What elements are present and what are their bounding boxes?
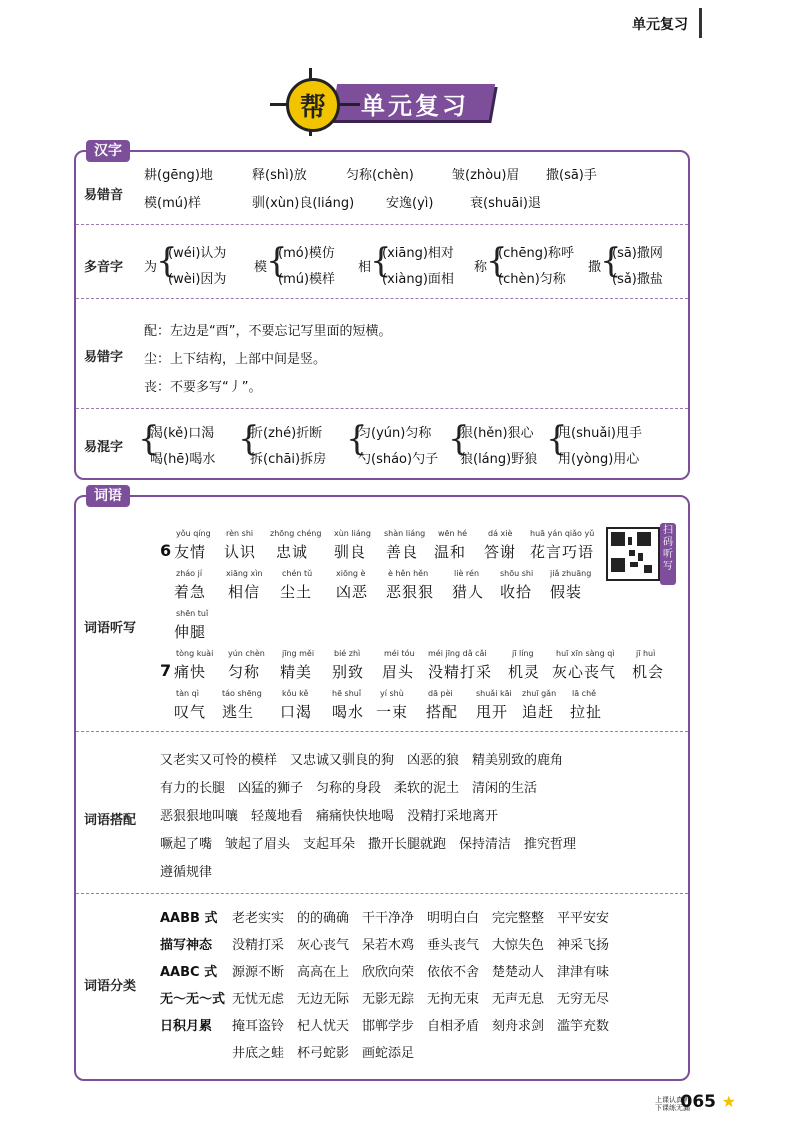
pinyin: tòng kuài: [176, 649, 214, 658]
vocab-word: 机灵: [508, 663, 541, 681]
text-item: 甩(shuǎi)甩手: [558, 426, 642, 441]
vocab-word: 假装: [550, 583, 583, 601]
brace-icon: {: [156, 241, 178, 281]
pinyin: kǒu kě: [282, 689, 309, 698]
row-divider: [76, 298, 688, 299]
vocab-word: 着急: [174, 583, 207, 601]
text-item: 狼(láng)野狼: [460, 452, 538, 467]
header-divider: [699, 8, 702, 38]
category-words: 无忧无虑 无边无际 无影无踪 无拘无束 无声无息 无穷无尽: [232, 992, 610, 1007]
vocab-word: 逃生: [222, 703, 255, 721]
pinyin: zhuī gǎn: [522, 689, 557, 698]
brace-icon: {: [448, 419, 470, 459]
vocab-word: 甩开: [476, 703, 509, 721]
row-label-yihunzi: 易混字: [84, 440, 124, 455]
text-line: 遵循规律: [160, 865, 213, 880]
pinyin: xùn liáng: [334, 529, 371, 538]
pinyin: jīng měi: [282, 649, 315, 658]
vocab-word: 尘土: [280, 583, 313, 601]
vocab-word: 匀称: [228, 663, 261, 681]
pinyin: shàn liáng: [384, 529, 426, 538]
text-item: 喝(hē)喝水: [150, 452, 216, 467]
banner-title: 单元复习: [361, 91, 469, 120]
category-words: 井底之蛙 杯弓蛇影 画蛇添足: [232, 1046, 415, 1061]
text-item: (wéi)认为: [168, 246, 227, 261]
row-divider: [76, 731, 688, 732]
text-item: (wèi)因为: [168, 272, 227, 287]
brace-icon: {: [346, 419, 368, 459]
vocab-word: 花言巧语: [530, 543, 595, 561]
polyphone-char: 撒: [588, 260, 602, 275]
text-item: 皱(zhòu)眉: [452, 168, 520, 183]
vocab-word: 忠诚: [276, 543, 309, 561]
pinyin: dá xiè: [488, 529, 513, 538]
brace-icon: {: [138, 419, 160, 459]
pinyin: jī huì: [636, 649, 656, 658]
text-item: (sǎ)撒盐: [612, 272, 663, 287]
qr-code-icon[interactable]: [606, 527, 660, 581]
pinyin: shōu shi: [500, 569, 534, 578]
category-words: 老老实实 的的确确 干干净净 明明白白 完完整整 平平安安: [232, 911, 610, 926]
banner-badge: 帮: [286, 78, 340, 132]
polyphone-char: 为: [144, 260, 158, 275]
vocab-word: 精美: [280, 663, 313, 681]
text-line: 尘：上下结构，上部中间是竖。: [144, 352, 327, 367]
pinyin: dā pèi: [428, 689, 453, 698]
pinyin: lā chě: [572, 689, 597, 698]
text-line: 配：左边是“酉”，不要忘记写里面的短横。: [144, 324, 392, 339]
ciyu-section: [74, 488, 690, 1081]
hanzi-section: [74, 143, 690, 480]
lesson-number: 7: [160, 661, 172, 680]
pinyin: jiǎ zhuāng: [550, 569, 592, 578]
category-words: 掩耳盗铃 杞人忧天 邯郸学步 自相矛盾 刻舟求剑 滥竽充数: [232, 1019, 610, 1034]
text-item: 耕(gēng)地: [144, 168, 213, 183]
brace-icon: {: [266, 241, 288, 281]
row-label-fenlei: 词语分类: [84, 979, 137, 994]
polyphone-char: 相: [358, 260, 372, 275]
vocab-word: 口渴: [280, 703, 313, 721]
text-item: (xiāng)相对: [382, 246, 454, 261]
text-item: 用(yòng)用心: [558, 452, 640, 467]
footer-slogan-line: 下课练无漏: [655, 1104, 690, 1112]
vocab-word: 拉扯: [570, 703, 603, 721]
vocab-word: 喝水: [332, 703, 365, 721]
text-item: 模(mú)样: [144, 196, 202, 211]
pinyin: zhōng chéng: [270, 529, 322, 538]
pinyin: jī líng: [512, 649, 534, 658]
vocab-word: 认识: [224, 543, 257, 561]
text-item: (mó)模仿: [278, 246, 335, 261]
vocab-word: 叹气: [174, 703, 207, 721]
pinyin: bié zhì: [334, 649, 361, 658]
text-item: 安逸(yì): [386, 196, 434, 211]
vocab-word: 没精打采: [428, 663, 493, 681]
pinyin: yí shù: [380, 689, 404, 698]
text-item: (chēng)称呼: [498, 246, 575, 261]
pinyin: shuǎi kāi: [476, 689, 512, 698]
row-label-dapei: 词语搭配: [84, 813, 137, 828]
vocab-word: 灰心丧气: [552, 663, 617, 681]
text-item: 渴(kě)口渴: [150, 426, 215, 441]
vocab-word: 搭配: [426, 703, 459, 721]
pinyin: shēn tuǐ: [176, 609, 209, 618]
category-key: AABC 式: [160, 965, 218, 980]
vocab-word: 收拾: [500, 583, 533, 601]
vocab-word: 友情: [174, 543, 207, 561]
vocab-word: 恶狠狠: [386, 583, 435, 601]
section-banner: [270, 74, 500, 130]
page-number: 065: [680, 1092, 716, 1112]
brace-icon: {: [600, 241, 622, 281]
pinyin: zháo jí: [176, 569, 203, 578]
vocab-word: 痛快: [174, 663, 207, 681]
text-line: 丧：不要多写“丿”。: [144, 380, 262, 395]
row-label-duoyinzi: 多音字: [84, 260, 124, 275]
text-item: (xiàng)面相: [382, 272, 454, 287]
brace-icon: {: [546, 419, 568, 459]
text-item: 驯(xùn)良(liáng): [252, 196, 355, 211]
vocab-word: 别致: [332, 663, 365, 681]
category-key: 无～无～式: [160, 992, 226, 1007]
brace-icon: {: [238, 419, 260, 459]
vocab-word: 答谢: [484, 543, 517, 561]
pinyin: è hěn hěn: [388, 569, 429, 578]
scan-listen-label[interactable]: 扫码听写: [660, 523, 676, 585]
category-words: 源源不断 高高在上 欣欣向荣 依依不舍 楚楚动人 津津有味: [232, 965, 610, 980]
text-item: 匀(yún)匀称: [358, 426, 432, 441]
row-divider: [76, 893, 688, 894]
text-line: 有力的长腿 凶猛的狮子 匀称的身段 柔软的泥土 清闲的生活: [160, 781, 538, 796]
vocab-word: 温和: [434, 543, 467, 561]
hanzi-tag: 汉字: [86, 140, 130, 162]
pinyin: tàn qì: [176, 689, 199, 698]
row-divider: [76, 224, 688, 225]
pinyin: yǒu qíng: [176, 529, 211, 538]
row-label-tingxie: 词语听写: [84, 621, 137, 636]
vocab-word: 驯良: [334, 543, 367, 561]
ciyu-tag: 词语: [86, 485, 130, 507]
pinyin: chén tǔ: [282, 569, 313, 578]
vocab-word: 机会: [632, 663, 665, 681]
category-words: 没精打采 灰心丧气 呆若木鸡 垂头丧气 大惊失色 神采飞扬: [232, 938, 610, 953]
footer-slogan-line: 上课认真听: [655, 1096, 690, 1104]
vocab-word: 相信: [228, 583, 261, 601]
category-key: AABB 式: [160, 911, 218, 926]
pinyin: wēn hé: [438, 529, 468, 538]
pinyin: táo shēng: [222, 689, 262, 698]
row-divider: [76, 408, 688, 409]
text-item: 拆(chāi)拆房: [250, 452, 327, 467]
text-item: (mú)模样: [278, 272, 336, 287]
vocab-word: 眉头: [382, 663, 415, 681]
category-key: 描写神态: [160, 938, 213, 953]
pinyin: hē shuǐ: [332, 689, 362, 698]
row-label-yicuozi: 易错字: [84, 350, 124, 365]
text-item: 折(zhé)折断: [250, 426, 323, 441]
text-item: 狠(hěn)狠心: [460, 426, 534, 441]
vocab-word: 凶恶: [336, 583, 369, 601]
text-line: 又老实又可怜的模样 又忠诚又驯良的狗 凶恶的狼 精美别致的鹿角: [160, 753, 564, 768]
pinyin: yún chèn: [228, 649, 265, 658]
brace-icon: {: [486, 241, 508, 281]
text-item: 衰(shuāi)退: [470, 196, 541, 211]
vocab-word: 善良: [386, 543, 419, 561]
text-item: 释(shì)放: [252, 168, 307, 183]
pinyin: huī xīn sàng qì: [556, 649, 615, 658]
pinyin: méi tóu: [384, 649, 415, 658]
lesson-number: 6: [160, 541, 172, 560]
polyphone-char: 称: [474, 260, 488, 275]
category-key: 日积月累: [160, 1019, 213, 1034]
vocab-word: 追赶: [522, 703, 555, 721]
text-item: 匀称(chèn): [346, 168, 414, 183]
row-label-yicuoyin: 易错音: [84, 188, 124, 203]
text-line: 恶狠狠地叫嚷 轻蔑地看 痛痛快快地喝 没精打采地离开: [160, 809, 499, 824]
text-item: (chèn)匀称: [498, 272, 566, 287]
pinyin: huā yán qiǎo yǔ: [530, 529, 595, 538]
text-item: 撒(sā)手: [546, 168, 597, 183]
vocab-word: 伸腿: [174, 623, 207, 641]
text-item: (sā)撒网: [612, 246, 663, 261]
brace-icon: {: [370, 241, 392, 281]
vocab-word: 猎人: [452, 583, 485, 601]
text-line: 噘起了嘴 皱起了眉头 支起耳朵 撒开长腿就跑 保持清洁 推究哲理: [160, 837, 577, 852]
text-item: 勺(sháo)勺子: [358, 452, 439, 467]
polyphone-char: 模: [254, 260, 268, 275]
pinyin: xiōng è: [336, 569, 366, 578]
vocab-word: 一束: [376, 703, 409, 721]
pinyin: rèn shi: [226, 529, 254, 538]
pinyin: méi jīng dǎ cǎi: [428, 649, 487, 658]
pinyin: liè rén: [454, 569, 480, 578]
star-icon: ★: [721, 1092, 736, 1111]
page-header-title: 单元复习: [632, 17, 688, 33]
pinyin: xiāng xìn: [226, 569, 263, 578]
